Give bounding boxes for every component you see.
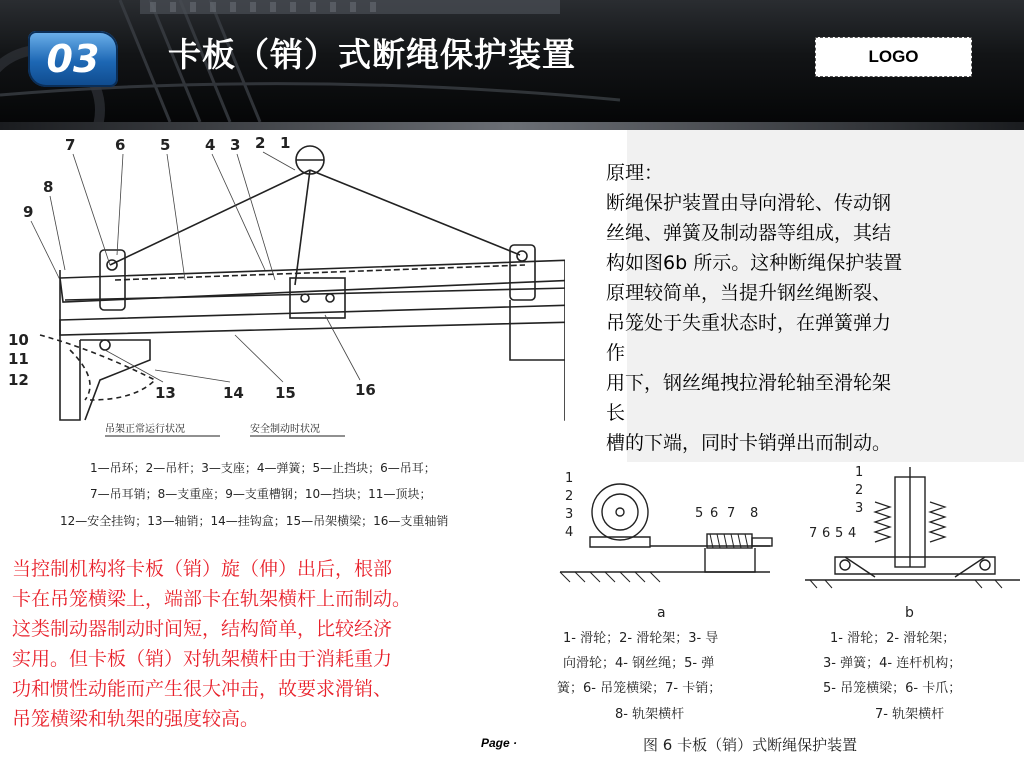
legend-line: 3- 弹簧；4- 连杆机构； xyxy=(823,656,962,671)
slide-header xyxy=(0,0,1024,122)
header-divider xyxy=(0,122,1024,130)
description-line: 这类制动器制动时间短，结构简单，比较经济 xyxy=(12,618,393,640)
description-line: 实用。但卡板（销）对轨架横杆由于消耗重力 xyxy=(12,648,393,670)
main-diagram-legend xyxy=(60,460,448,528)
main-diagram-lines xyxy=(40,146,565,420)
sub-figure-a-lines xyxy=(560,484,772,582)
right-diagram xyxy=(555,462,1020,762)
legend-line: 1—吊环；2—吊杆；3—支座；4—弹簧；5—止挡块；6—吊耳； xyxy=(90,461,436,475)
callout-label: 13 xyxy=(155,384,176,402)
page-title: 卡板（销）式断绳保护装置 xyxy=(168,35,576,74)
callout-label: 4 xyxy=(205,136,216,154)
callout-label: 4 xyxy=(565,525,574,540)
principle-line: 用下，钢丝绳拽拉滑轮轴至滑轮架 xyxy=(606,372,892,394)
figure-caption: 图 6 卡板（销）式断绳保护装置 xyxy=(643,736,858,754)
legend-line: 8- 轨架横杆 xyxy=(615,707,685,722)
callout-label: 5 xyxy=(160,136,171,154)
callout-label: 7 xyxy=(809,526,818,541)
sub-figure-a-letter: a xyxy=(657,605,666,621)
callout-label: 2 xyxy=(855,483,864,498)
sub-figure-b-callouts xyxy=(809,465,863,541)
main-diagram xyxy=(5,130,565,540)
description-line: 功和惯性动能而产生很大冲击，故要求滑销、 xyxy=(12,678,393,700)
principle-line: 槽的下端，同时卡销弹出而制动。 xyxy=(606,432,892,454)
description-line: 吊笼横梁和轨架的强度较高。 xyxy=(12,708,260,730)
callout-label: 2 xyxy=(565,489,574,504)
callout-label: 7 xyxy=(727,506,736,521)
callout-label: 5 xyxy=(695,506,704,521)
callout-label: 8 xyxy=(43,178,54,196)
legend-line: 簧；6- 吊笼横梁；7- 卡销； xyxy=(557,681,722,696)
state-label-normal: 吊架正常运行状况 xyxy=(105,424,185,435)
sub-figure-a-callouts xyxy=(565,471,758,540)
callout-label: 12 xyxy=(8,371,29,389)
description-text xyxy=(12,554,542,734)
legend-line: 向滑轮；4- 钢丝绳；5- 弹 xyxy=(563,656,715,671)
legend-line: 7- 轨架横杆 xyxy=(875,707,945,722)
sub-figure-b-legend xyxy=(823,630,961,722)
callout-label: 16 xyxy=(355,381,376,399)
principle-line: 断绳保护装置由导向滑轮、传动钢 xyxy=(606,192,892,214)
legend-line: 5- 吊笼横梁；6- 卡爪； xyxy=(823,681,962,696)
callout-label: 15 xyxy=(275,384,296,402)
principle-line: 原理较简单，当提升钢丝绳断裂、 xyxy=(606,282,892,304)
callout-label: 3 xyxy=(565,507,574,522)
callout-label: 3 xyxy=(855,501,864,516)
callout-label: 7 xyxy=(65,136,76,154)
principle-line: 长 xyxy=(606,402,626,424)
principle-line: 构如图6b 所示。这种断绳保护装置 xyxy=(606,252,903,274)
legend-line: 12—安全挂钩；13—轴销；14—挂钩盒；15—吊架横梁；16—支重轴销 xyxy=(60,514,449,528)
principle-line: 作 xyxy=(606,342,626,364)
callout-label: 1 xyxy=(280,134,291,152)
callout-label: 6 xyxy=(710,506,719,521)
principle-line: 丝绳、弹簧及制动器等组成，其结 xyxy=(606,222,892,244)
callout-label: 3 xyxy=(230,136,241,154)
callout-label: 8 xyxy=(750,506,759,521)
callout-label: 1 xyxy=(565,471,574,486)
legend-line: 1- 滑轮；2- 滑轮架；3- 导 xyxy=(563,631,719,646)
callout-label: 11 xyxy=(8,350,29,368)
principle-line: 吊笼处于失重状态时，在弹簧弹力 xyxy=(606,312,892,334)
sub-figure-a-legend xyxy=(557,630,721,722)
legend-line: 7—吊耳销；8—支重座；9—支重槽钢；10—挡块；11—顶块； xyxy=(90,487,432,501)
callout-label: 10 xyxy=(8,331,29,349)
legend-line: 1- 滑轮；2- 滑轮架； xyxy=(830,631,956,646)
sub-figure-b-letter: b xyxy=(905,605,914,621)
description-line: 当控制机构将卡板（销）旋（伸）出后，根部 xyxy=(12,558,393,580)
page-number-label: Page · xyxy=(481,736,518,750)
callout-label: 14 xyxy=(223,384,244,402)
callout-label: 2 xyxy=(255,134,266,152)
principle-heading: 原理： xyxy=(606,162,664,184)
principle-text xyxy=(606,158,1006,458)
section-number-badge: 03 xyxy=(28,31,118,87)
description-line: 卡在吊笼横梁上，端部卡在轨架横杆上而制动。 xyxy=(12,588,412,610)
callout-label: 4 xyxy=(848,526,857,541)
logo-placeholder: LOGO xyxy=(815,37,972,77)
callout-label: 9 xyxy=(23,203,34,221)
callout-label: 5 xyxy=(835,526,844,541)
callout-label: 6 xyxy=(115,136,126,154)
callout-label: 1 xyxy=(855,465,864,480)
state-label-braking: 安全制动时状况 xyxy=(250,424,320,435)
callout-label: 6 xyxy=(822,526,831,541)
